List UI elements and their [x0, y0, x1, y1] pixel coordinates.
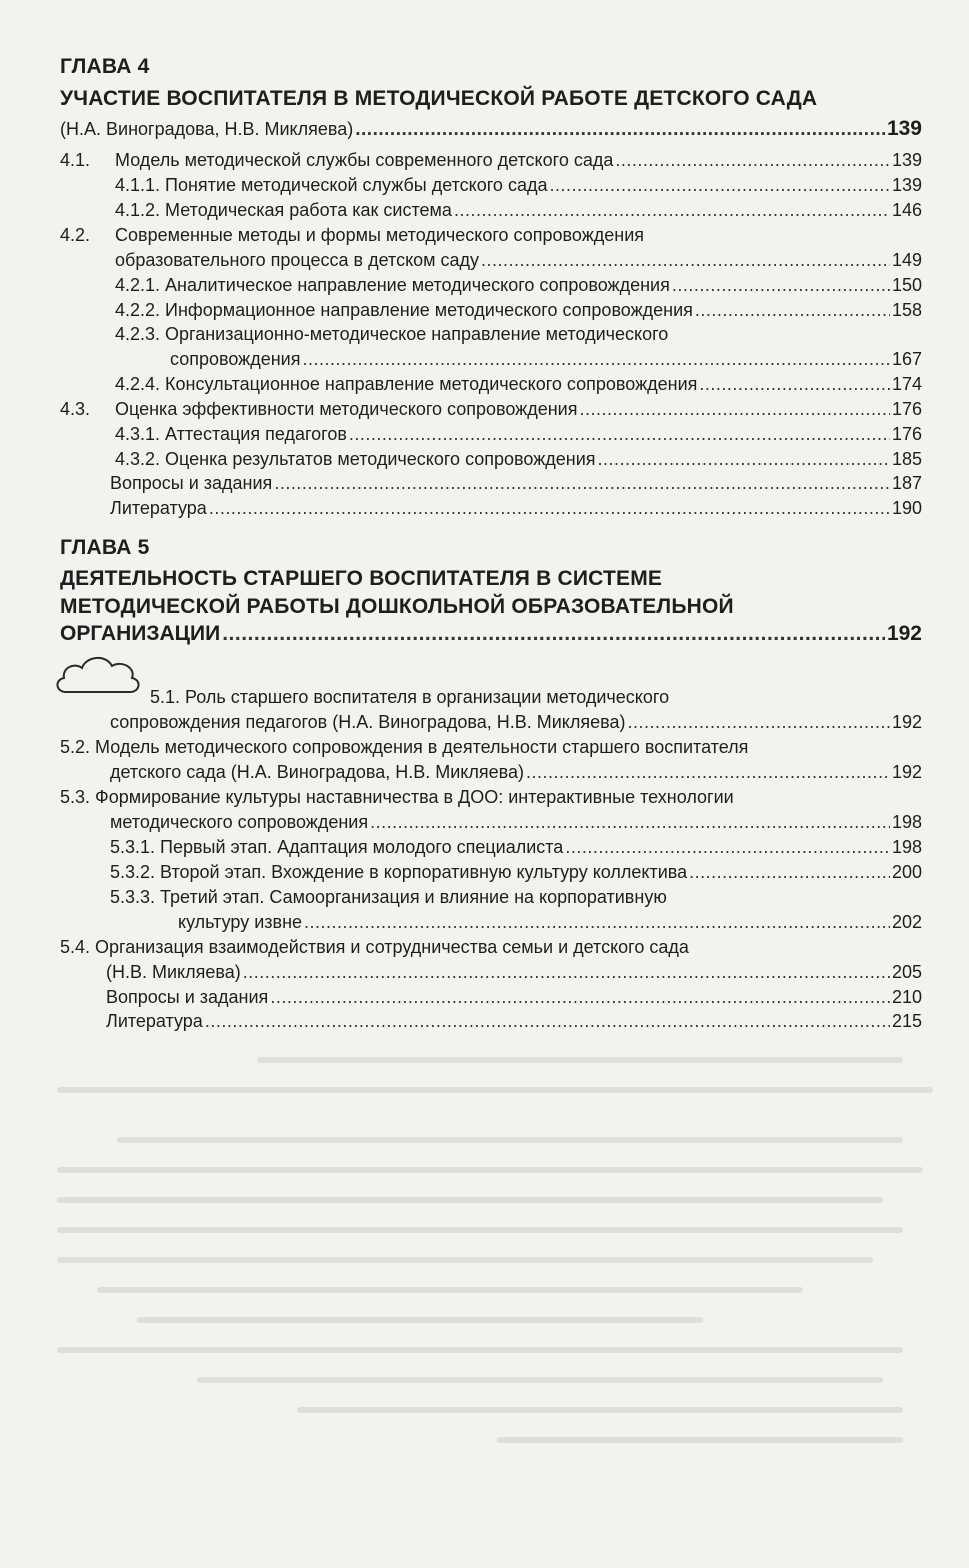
toc-entry-4-1-1	[115, 174, 922, 196]
entry-page: 158	[891, 300, 922, 320]
chapter-4-authors: (Н.А. Виноградова, Н.В. Микляева)	[60, 119, 354, 139]
entry-page: 139	[891, 175, 922, 195]
leader-dots	[370, 811, 890, 833]
toc-entry-5-3-3-line1: 5.3.3. Третий этап. Самоорганизация и влияние на корпоративную	[110, 887, 667, 907]
toc-entry-5-1-line1: 5.1. Роль старшего воспитателя в организации методического	[150, 687, 670, 707]
entry-page: 205	[891, 962, 922, 982]
entry-page: 150	[891, 275, 922, 295]
leader-dots	[689, 861, 890, 883]
entry-text: 4.2.1. Аналитическое направление методического сопровождения	[115, 275, 670, 295]
entry-text: культуру извне	[178, 912, 303, 932]
entry-text: Модель методической службы современного детского сада	[115, 150, 614, 170]
toc-entry-5-4-line1: 5.4. Организация взаимодействия и сотрудничества семьи и детского сада	[60, 937, 689, 957]
leader-dots	[274, 472, 890, 494]
show-through-texture	[0, 1040, 969, 1480]
toc-entry-4-2-line1: Современные методы и формы методического сопровождения	[115, 225, 645, 245]
leader-dots	[205, 1010, 890, 1032]
leader-dots	[579, 398, 889, 420]
entry-page: 187	[891, 473, 922, 493]
toc-entry-5-4	[106, 961, 922, 983]
chapter-4-page: 139	[886, 117, 922, 140]
entry-text: 4.2.2. Информационное направление методического сопровождения	[115, 300, 693, 320]
toc-entry-4-literature	[110, 497, 922, 519]
leader-dots	[672, 274, 890, 296]
leader-dots	[454, 199, 890, 221]
toc-entry-4-3-2	[115, 448, 922, 470]
leader-dots	[481, 249, 890, 271]
entry-page: 176	[891, 424, 922, 444]
entry-text: методического сопровождения	[110, 812, 369, 832]
chapter-4-title: УЧАСТИЕ ВОСПИТАТЕЛЯ В МЕТОДИЧЕСКОЙ РАБОТЕ ДЕТСКОГО САДА	[60, 87, 818, 110]
entry-text: детского сада (Н.А. Виноградова, Н.В. Микляева)	[110, 762, 524, 782]
leader-dots	[615, 149, 890, 171]
entry-text: (Н.В. Микляева)	[106, 962, 241, 982]
entry-page: 146	[891, 200, 922, 220]
toc-entry-5-3-1	[110, 836, 922, 858]
entry-text: 5.3.2. Второй этап. Вхождение в корпоративную культуру коллектива	[110, 862, 688, 882]
entry-page: 139	[891, 150, 922, 170]
leader-dots	[243, 961, 890, 983]
entry-page: 185	[891, 449, 922, 469]
leader-dots	[549, 174, 889, 196]
entry-number: 4.3.	[60, 399, 91, 419]
toc-entry-4-2-number: 4.2.	[60, 225, 91, 245]
entry-text: Вопросы и задания	[110, 473, 273, 493]
entry-page: 174	[891, 374, 922, 394]
chapter-5-title-line2: МЕТОДИЧЕСКОЙ РАБОТЫ ДОШКОЛЬНОЙ ОБРАЗОВАТЕЛЬНОЙ	[60, 595, 734, 618]
chapter-4-authors-row	[60, 118, 922, 141]
cloud-icon	[52, 648, 142, 698]
chapter-4-label: ГЛАВА 4	[60, 55, 150, 78]
toc-entry-5-1	[110, 711, 922, 733]
toc-entry-4-3-1	[115, 423, 922, 445]
leader-dots	[222, 623, 885, 645]
entry-text: 4.1.2. Методическая работа как система	[115, 200, 452, 220]
entry-page: 192	[891, 762, 922, 782]
entry-text: сопровождения педагогов (Н.А. Виноградова, Н.В. Микляева)	[110, 712, 626, 732]
toc-entry-4-2-2	[115, 299, 922, 321]
entry-text: Литература	[106, 1011, 203, 1031]
chapter-5-label: ГЛАВА 5	[60, 536, 150, 559]
leader-dots	[526, 761, 890, 783]
toc-entry-4-2-3	[170, 348, 922, 370]
chapter-5-title-row	[60, 623, 922, 645]
leader-dots	[695, 299, 890, 321]
toc-entry-5-2	[110, 761, 922, 783]
toc-entry-4-2-1	[115, 274, 922, 296]
toc-entry-5-literature	[106, 1010, 922, 1032]
entry-page: 215	[891, 1011, 922, 1031]
leader-dots	[349, 423, 890, 445]
leader-dots	[699, 373, 890, 395]
toc-entry-5-3-3	[178, 911, 922, 933]
toc-entry-4-questions	[110, 472, 922, 494]
entry-text: 4.2.4. Консультационное направление методического сопровождения	[115, 374, 698, 394]
toc-entry-4-1-2	[115, 199, 922, 221]
toc-entry-5-3-line1: 5.3. Формирование культуры наставничества в ДОО: интерактивные технологии	[60, 787, 734, 807]
leader-dots	[304, 911, 890, 933]
leader-dots	[302, 348, 890, 370]
entry-text: Оценка эффективности методического сопровождения	[115, 399, 578, 419]
entry-text: 4.3.2. Оценка результатов методического сопровождения	[115, 449, 596, 469]
leader-dots	[565, 836, 890, 858]
entry-text: 4.3.1. Аттестация педагогов	[115, 424, 347, 444]
toc-entry-4-1	[60, 149, 922, 171]
entry-text: 4.1.1. Понятие методической службы детского сада	[115, 175, 548, 195]
leader-dots	[209, 497, 890, 519]
entry-page: 167	[891, 349, 922, 369]
entry-page: 190	[891, 498, 922, 518]
toc-entry-4-3	[60, 398, 922, 420]
entry-text: Вопросы и задания	[106, 987, 269, 1007]
toc-entry-5-2-line1: 5.2. Модель методического сопровождения в деятельности старшего воспитателя	[60, 737, 749, 757]
toc-entry-5-3	[110, 811, 922, 833]
entry-page: 200	[891, 862, 922, 882]
entry-text: 5.3.1. Первый этап. Адаптация молодого специалиста	[110, 837, 564, 857]
chapter-5-title-line1: ДЕЯТЕЛЬНОСТЬ СТАРШЕГО ВОСПИТАТЕЛЯ В СИСТЕМЕ	[60, 567, 663, 590]
entry-page: 198	[891, 812, 922, 832]
entry-text: образовательного процесса в детском саду	[115, 250, 480, 270]
toc-entry-4-2-4	[115, 373, 922, 395]
entry-page: 198	[891, 837, 922, 857]
entry-page: 202	[891, 912, 922, 932]
entry-page: 192	[891, 712, 922, 732]
entry-text: Литература	[110, 498, 207, 518]
leader-dots	[598, 448, 890, 470]
entry-text: сопровождения	[170, 349, 301, 369]
entry-page: 176	[891, 399, 922, 419]
entry-page: 149	[891, 250, 922, 270]
leader-dots	[355, 119, 885, 141]
leader-dots	[270, 986, 890, 1008]
toc-entry-4-2-3-line1: 4.2.3. Организационно-методическое направление методического	[115, 324, 669, 344]
leader-dots	[628, 711, 890, 733]
toc-entry-5-3-2	[110, 861, 922, 883]
entry-number: 4.1.	[60, 150, 91, 170]
chapter-5-page: 192	[886, 622, 922, 645]
chapter-5-title-line3: ОРГАНИЗАЦИИ	[60, 622, 221, 645]
toc-entry-5-questions	[106, 986, 922, 1008]
toc-entry-4-2	[115, 249, 922, 271]
entry-page: 210	[891, 987, 922, 1007]
